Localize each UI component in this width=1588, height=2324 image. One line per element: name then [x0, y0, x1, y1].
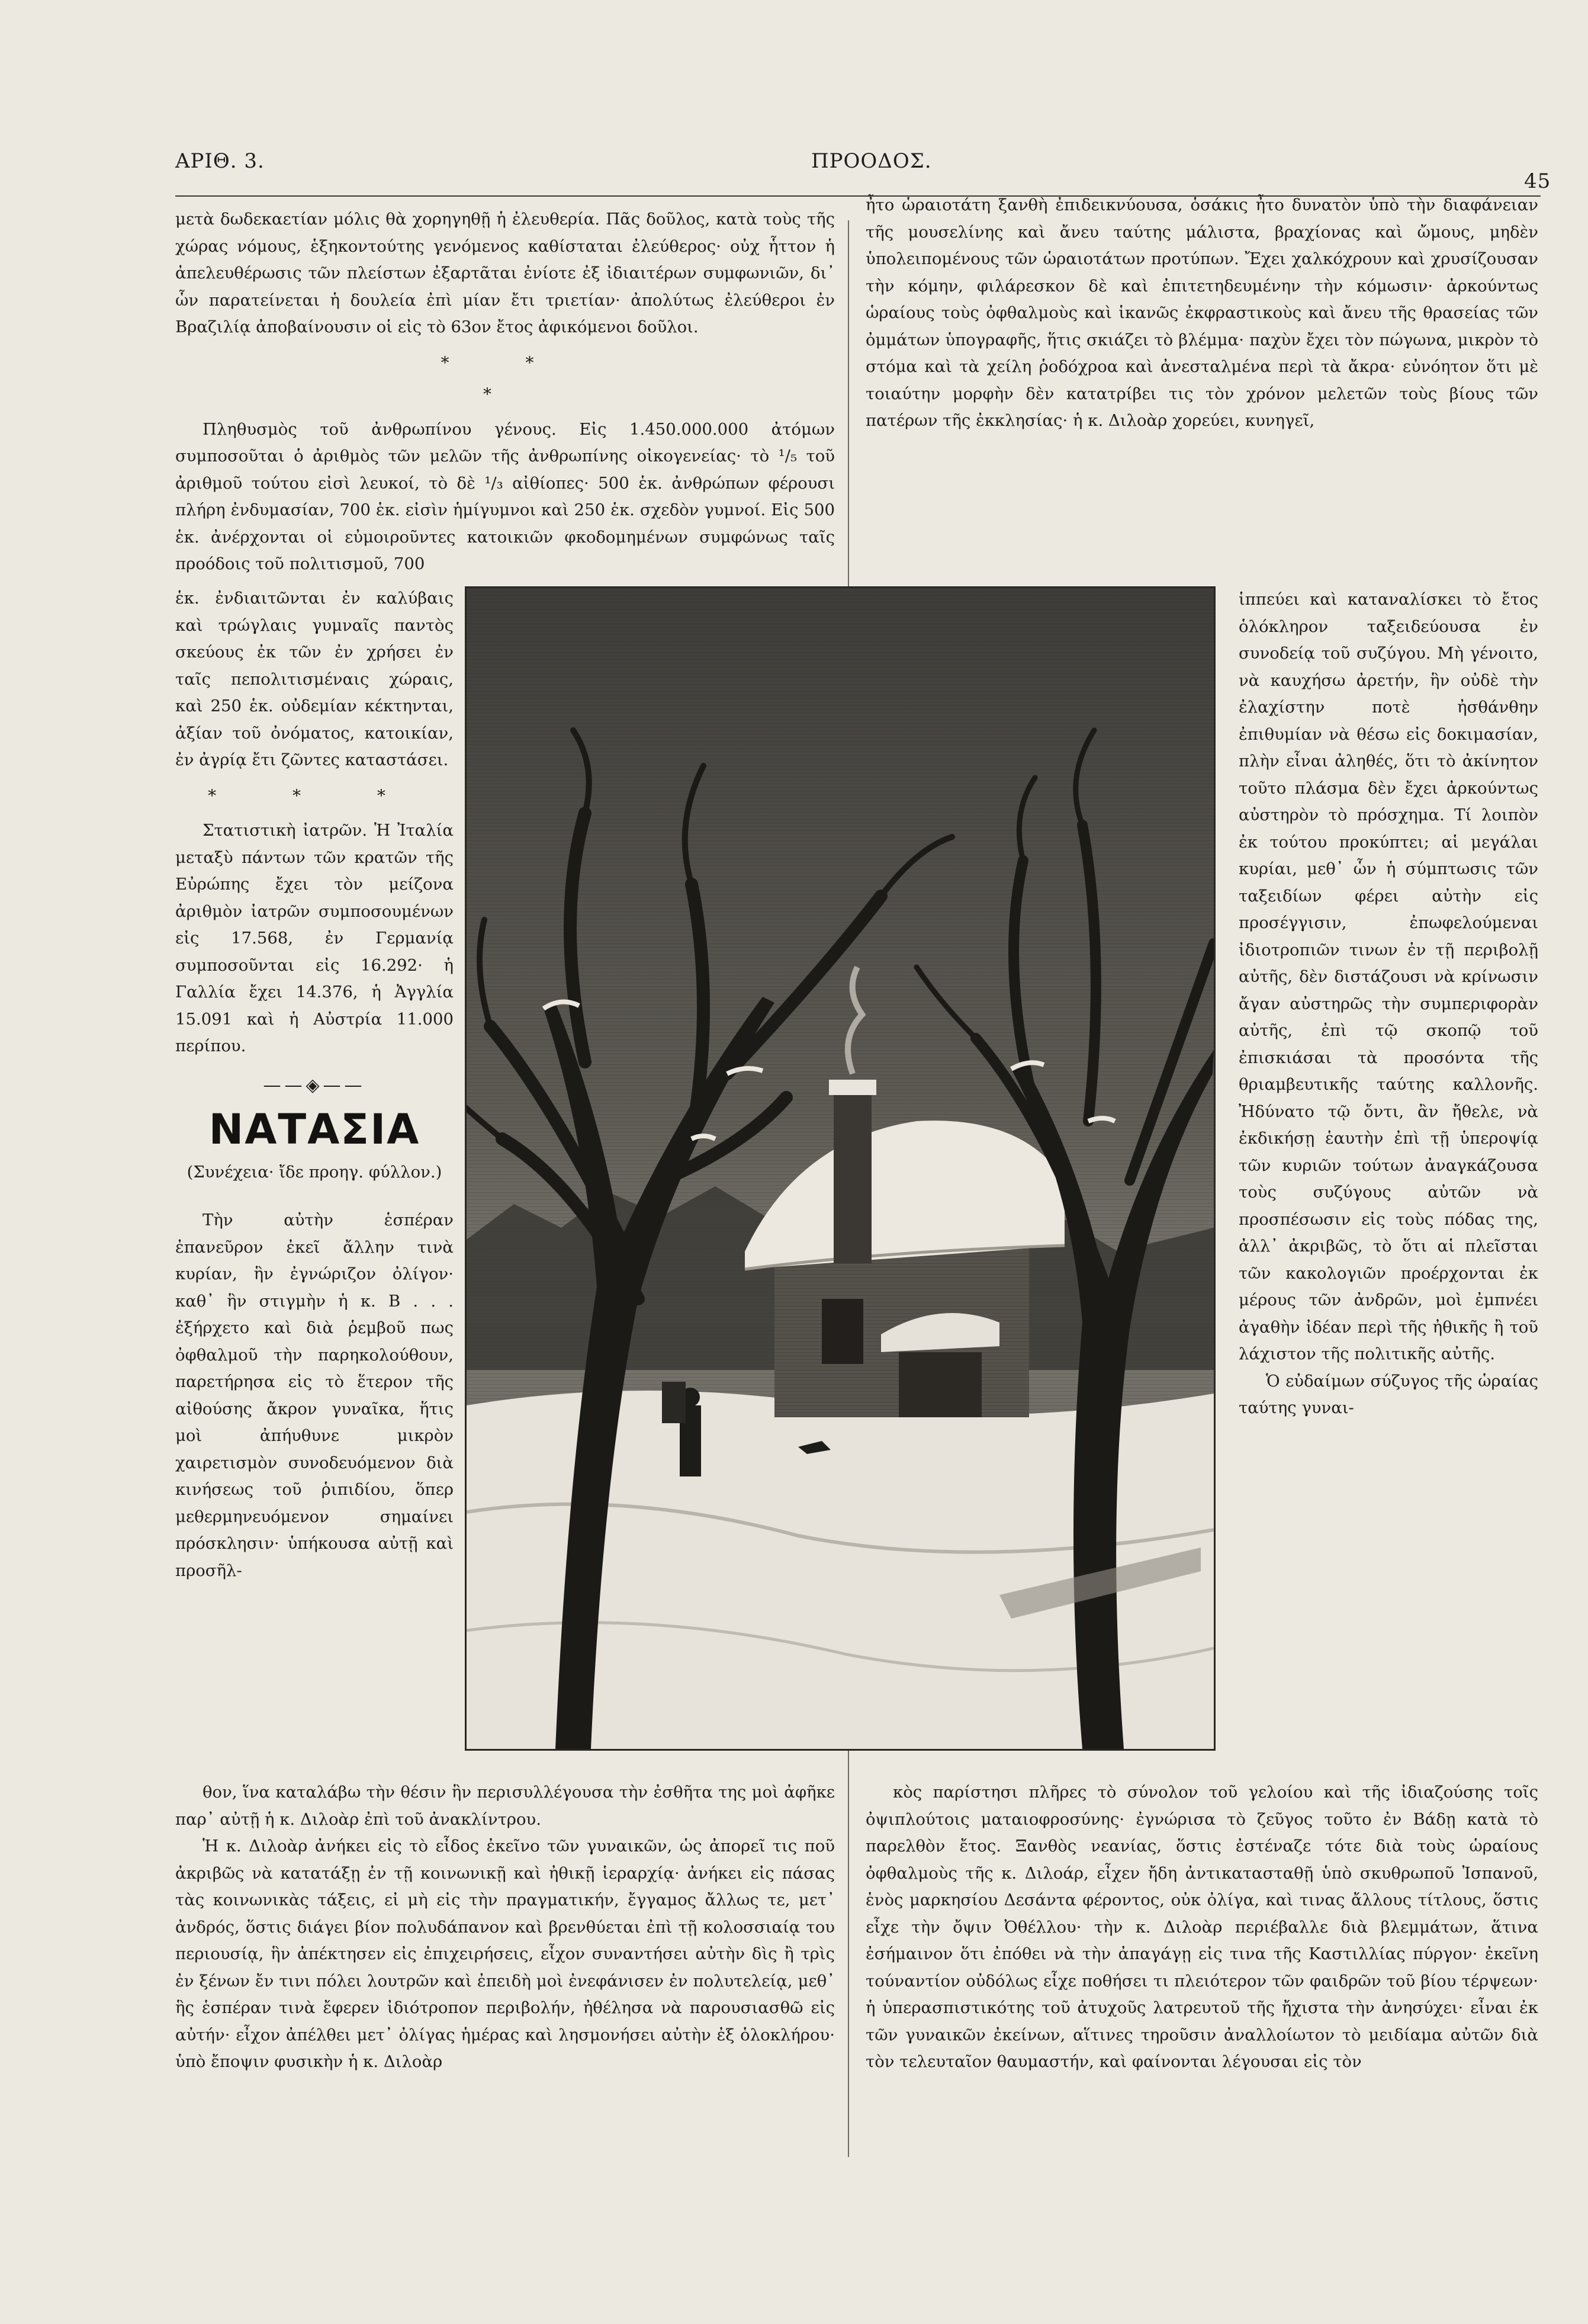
bottom-right-text — [866, 1779, 1538, 2158]
right-paragraph-husband: Ὁ εὐδαίμων σύζυγος τῆς ὡραίας ταύτης γυναι- — [1239, 1371, 1538, 1417]
bottom-left-text — [175, 1779, 835, 2158]
section-stars-2: * * * — [208, 785, 421, 805]
winter-cottage-icon — [467, 588, 1214, 1749]
left-paragraph-doctors: Στατιστικὴ ἰατρῶν. Ἡ Ἰταλία μεταξὺ πάντων τῶν κρατῶν τῆς Εὐρώπης ἔχει τὸν μείζονα ἀριθμὸν ἰατρῶν συμποσουμένων εἰς 17.568, ἐν Γερμανίᾳ συμποσοῦνται εἰς 16.292· ἡ Γαλλία ἔχει 14.376, ἡ Ἀγγλία 15.091 καὶ ἡ Αὐστρία 11.000 περίπου. — [175, 821, 454, 1055]
right-paragraph-description: ἦτο ὡραιοτάτη ξανθὴ ἐπιδεικνύουσα, ὁσάκις ἦτο δυνατὸν ὑπὸ τὴν διαφάνειαν τῆς μουσελίνης καὶ ἄνευ ταύτης μάλιστα, βραχίονας καὶ ὤμους, μηδὲν ὑπολειπομένους τῶν ὡραιοτάτων προτύπων. Ἔχει χαλκόχρουν καὶ χρυσίζουσαν τὴν κόμην, φιλάρεσκον δὲ καὶ ἐπιτετηδευμένην τὴν κόμωσιν· ἀρκούντως ὡραίους τοὺς ὀφθαλμοὺς καὶ ἱκανῶς ἐκφραστικοὺς καὶ ἄνευ τῆς θρασείας τῶν ὀμμάτων ὑπογραφῆς, ἥτις σκιάζει τὸ βλέμμα· παχὺν ἔχει τὸν πώγωνα, μικρὸν τὸ στόμα καὶ τὰ χείλη ῥοδόχροα καὶ ἀνεσταλμένα περὶ τὰ ἄκρα· εὐνόητον ὅτι μὲ τοιαύτην μορφὴν δὲν κατατρίβει τις τὸν χρόνον μελετῶν τοὺς βίους τῶν πατέρων τῆς ἐκκλησίας· ἡ κ. Διλοὰρ χορεύει, κυνηγεῖ, — [866, 195, 1538, 430]
left-column-top — [175, 206, 835, 585]
bottom-left-paragraph-1: θον, ἵνα καταλάβω τὴν θέσιν ἣν περισυλλέγουσα τὴν ἐσθῆτα της μοὶ ἀφῆκε παρ᾽ αὐτῇ ἡ κ. Διλοὰρ ἐπὶ τοῦ ἀνακλίντρου. — [175, 1783, 835, 1829]
left-column-narrow — [175, 585, 454, 1793]
page-number: 45 — [1524, 169, 1551, 193]
story-subtitle: (Συνέχεια· ἴδε προηγ. φύλλον.) — [187, 1162, 442, 1182]
right-paragraph-cont: ἱππεύει καὶ καταναλίσκει τὸ ἔτος ὁλόκληρον ταξειδεύουσα ἐν συνοδείᾳ τοῦ συζύγου. Μὴ γένοιτο, νὰ καυχήσω ἀρετήν, ἣν οὐδὲ τὴν ἐλαχίστην ποτὲ ἠσθάνθην ἐπιθυμίαν νὰ θέσω εἰς δοκιμασίαν, πλὴν εἶναι ἀληθές, ὅτι τὸ ἀκίνητον τοῦτο πλάσμα δὲν ἔχει ἀρκούντως αὐστηρὸν τὸ πρόσχημα. Τί λοιπὸν ἐκ τούτου προκύπτει; αἱ μεγάλαι κυρίαι, μεθ᾽ ὧν ἡ σύμπτωσις τῶν ταξειδίων φέρει αὐτὴν εἰς προσέγγισιν, ἐπωφελούμεναι ἰδιοτροπιῶν τινων ἐν τῇ περιβολῇ αὐτῆς, δὲν διστάζουσι νὰ κρίνωσιν ἄγαν αὐστηρῶς τὴν συμπεριφορὰν αὐτῆς, ἐπὶ τῷ σκοπῷ τοῦ ἐπισκιάσαι τὰ προσόντα τῆς θριαμβευτικῆς ταύτης καλλονῆς. Ἠδύνατο τῷ ὄντι, ἂν ἤθελε, νὰ ἐκδικήσῃ ἑαυτὴν ἐπὶ τῇ ὑπεροψίᾳ τῶν κυριῶν τούτων ἀναγκάζουσα τοὺς συζύγους αὐτῶν νὰ προσπέσωσιν εἰς τοὺς πόδας της, ἀλλ᾽ ἀκριβῶς, τὸ ὅτι αἱ πλεῖσται τῶν κακολογιῶν προέρχονται ἐκ μέρους τῶν ἀνδρῶν, μοὶ ἐμπνέει ἀγαθὴν ἰδέαν περὶ τῆς ἠθικῆς ἢ τοῦ λάχιστον τῆς πολιτικῆς αὐτῆς. — [1239, 590, 1538, 1363]
story-title: ΝΑΤΑΣΙΑ — [208, 1105, 420, 1154]
left-paragraph-population-cont: ἑκ. ἐνδιαιτῶνται ἐν καλύβαις καὶ τρώγλαις γυμναῖς παντὸς σκεύους ἐκ τῶν ἐν χρήσει ἐν ταῖς πεπολιτισμέναις χώραις, καὶ 250 ἑκ. οὐδεμίαν κέκτηνται, ἀξίαν τοῦ ὀνόματος, κατοικίαν, ἐν ἀγρίᾳ ἔτι ζῶντες καταστάσει. — [175, 589, 454, 769]
right-column-top — [866, 192, 1538, 592]
left-paragraph-brazil: μετὰ δωδεκαετίαν μόλις θὰ χορηγηθῇ ἡ ἐλευθερία. Πᾶς δοῦλος, κατὰ τοὺς τῆς χώρας νόμους, ἑξηκοντούτης γενόμενος καθίσταται ἐλεύθερος· οὐχ ἧττον ἡ ἀπελευθέρωσις τῶν πλείστων ἐξαρτᾶται ἐνίοτε ἐξ ἰδιαιτέρων συμφωνιῶν, δι᾽ ὧν παρατείνεται ἡ δουλεία ἐπὶ μίαν ἔτι τριετίαν· ἀπολύτως ἐλεύθεροι ἐν Βραζιλίᾳ ἀποβαίνουσιν οἱ εἰς τὸ 63ον ἔτος ἀφικόμενοι δοῦλοι. — [175, 210, 835, 336]
issue-number: ΑΡΙΘ. 3. — [175, 149, 265, 173]
right-column-narrow — [1239, 586, 1538, 1777]
winter-cottage-illustration — [465, 586, 1216, 1751]
bottom-right-paragraph-1: κὸς παρίστησι πλῆρες τὸ σύνολον τοῦ γελοίου καὶ τῆς ἰδιαζούσης τοῖς ὀψιπλούτοις ματαιοφροσύνης· ἐγνώρισα τὸ ζεῦγος τοῦτο ἐν Βάδῃ κατὰ τὸ παρελθὸν ἔτος. Ξανθὸς νεανίας, ὅστις ἐστέναζε τότε διὰ τοὺς ὡραίους ὀφθαλμοὺς τῆς κ. Διλοάρ, εἶχεν ἤδη ἀντικατασταθῇ ὑπὸ σκυθρωποῦ Ἰσπανοῦ, ἑνὸς μαρκησίου Δεσάντα φέροντος, οὐκ ὀλίγα, καὶ τινας ἄλλους τίτλους, ὅστις εἶχε τὴν ὄψιν Ὀθέλλου· τὴν κ. Διλοὰρ περιέβαλλε διὰ βλεμμάτων, ἅτινα ἐσήμαινον ὅτι ἐπόθει νὰ τὴν ἀπαγάγῃ εἰς τινα τῆς Καστιλλίας πύργον· ἐκεῖνη τούναντίον οὐδόλως εἶχε ποθήσει τι πλειότερον τῶν φαιδρῶν τοῦ βίου τέρψεων· ἡ ὑπερασπιστικότης τοῦ ἀτυχοῦς λατρευτοῦ τῆς ἤχιστα τὴν ἀνησύχει· εἶναι ἐκ τῶν γυναικῶν ἐκείνων, αἵτινες τηροῦσιν ἀναλλοίωτον τὸ μειδίαμα αὐτῶν διὰ τὸν τελευταῖον θαυμαστήν, καὶ φαίνονται λέγουσαι εἰς τὸν — [866, 1783, 1538, 2071]
left-paragraph-population: Πληθυσμὸς τοῦ ἀνθρωπίνου γένους. Εἰς 1.450.000.000 ἀτόμων συμποσοῦται ὁ ἀριθμὸς τῶν μελῶν τῆς ἀνθρωπίνης οἰκογενείας· τὸ ¹/₅ τοῦ ἀριθμοῦ τούτου εἰσὶ λευκοί, τὸ δὲ ¹/₃ αἰθίοπες· 500 ἑκ. ἀνθρώπων φέρουσι πλήρη ἐνδυμασίαν, 700 ἑκ. εἰσὶν ἡμίγυμνοι καὶ 250 ἑκ. σχεδὸν γυμνοί. Εἰς 500 ἑκ. ἀνέρχονται οἱ εὐμοιροῦντες κατοικιῶν φκοδομημένων συμφώνως ταῖς προόδοις τοῦ πολιτισμοῦ, 700 — [175, 419, 835, 573]
section-stars: * * — [441, 352, 570, 373]
journal-title: ΠΡΟΟΔΟΣ. — [811, 149, 932, 173]
section-star: * — [483, 384, 527, 404]
story-paragraph-1: Τὴν αὐτὴν ἑσπέραν ἐπανεῦρον ἐκεῖ ἄλλην τινὰ κυρίαν, ἣν ἐγνώριζον ὀλίγον· καθ᾽ ἣν στιγμὴν ἡ κ. Β . . . ἐξήρχετο καὶ διὰ ῥεμβοῦ πως ὀφθαλμοῦ τὴν παρηκολούθουν, παρετήρησα εἰς τὸ ἕτερον τῆς αἰθούσης ἄκρον γυναῖκα, ἥτις μοὶ ἀπήυθυνε μικρὸν χαιρετισμὸν συνοδευόμενον διὰ κινήσεως τοῦ ῥιπιδίου, ὅπερ μεθερμηνευόμενον σημαίνει πρόσκλησιν· ὑπήκουσα αὐτῇ καὶ προσῆλ- — [175, 1211, 454, 1580]
bottom-left-paragraph-2: Ἡ κ. Διλοὰρ ἀνήκει εἰς τὸ εἶδος ἐκεῖνο τῶν γυναικῶν, ὡς ἀπορεῖ τις ποῦ ἀκριβῶς νὰ κατατάξῃ ἐν τῇ κοινωνικῇ καὶ ἠθικῇ ἱεραρχίᾳ· ἀνήκει εἰς πάσας τὰς κοινωνικὰς τάξεις, εἰ μὴ εἰς τὴν πραγματικήν, ἔγγαμος ἄλλως τε, μετ᾽ ἀνδρός, ὅστις διάγει βίον πολυδάπανον καὶ βρενθύεται ἐπὶ τῇ κολοσσιαίᾳ του περιουσίᾳ, ἣν ἀπέκτησεν εἰς ἐπιχειρήσεις, εἶχον συναντήσει αὐτὴν δὶς ἢ τρὶς ἐν ξένων ἔν τινι πόλει λουτρῶν καὶ ἐπειδὴ μοὶ ἐνεφάνισεν ἐν πολυτελείᾳ, μεθ᾽ ἣς ἑσπέραν τινὰ ἔφερεν ἰδιότροπον περιβολήν, ἠθέλησα νὰ παρουσιασθῶ εἰς αὐτήν· εἶχον ἀπέλθει μετ᾽ ὀλίγας ἡμέρας καὶ λησμονήσει αὐτὴν ἐξ ὁλοκλήρου· ὑπὸ ἔποψιν φυσικὴν ἡ κ. Διλοὰρ — [175, 1837, 835, 2071]
section-dingbat: ——◈—— — [263, 1074, 366, 1096]
